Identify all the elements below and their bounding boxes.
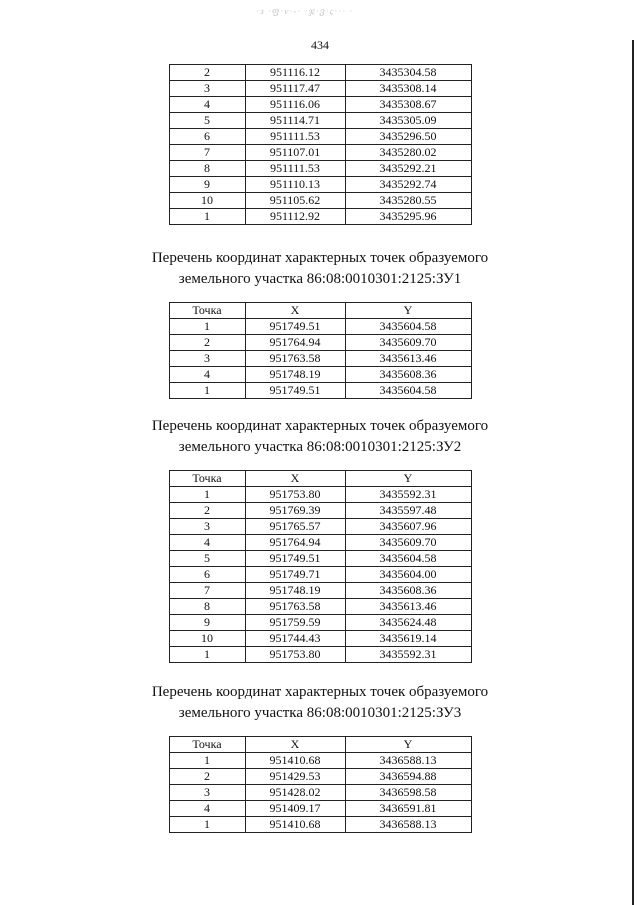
x-cell: 951409.17 <box>245 801 345 817</box>
point-cell: 2 <box>169 503 245 519</box>
x-cell: 951748.19 <box>245 367 345 383</box>
point-cell: 4 <box>169 367 245 383</box>
table-row <box>169 97 471 113</box>
y-cell: 3435597.48 <box>345 503 471 519</box>
point-cell: 1 <box>169 817 245 833</box>
table-row <box>169 503 471 519</box>
table-row <box>169 319 471 335</box>
point-cell: 9 <box>169 615 245 631</box>
table-row <box>169 335 471 351</box>
point-cell: 1 <box>169 487 245 503</box>
table-row <box>169 193 471 209</box>
table-row <box>169 801 471 817</box>
table-row <box>169 567 471 583</box>
y-cell: 3435280.55 <box>345 193 471 209</box>
section-heading-line1: Перечень координат характерных точек образуемого <box>151 418 489 434</box>
y-cell: 3435292.74 <box>345 177 471 193</box>
y-cell: 3435624.48 <box>345 615 471 631</box>
point-cell: 10 <box>169 631 245 647</box>
y-cell: 3435613.46 <box>345 599 471 615</box>
y-cell: 3435304.58 <box>345 65 471 81</box>
column-header-x: X <box>245 303 345 319</box>
point-cell: 1 <box>169 319 245 335</box>
point-cell: 1 <box>169 209 245 225</box>
y-cell: 3435604.58 <box>345 319 471 335</box>
point-cell: 9 <box>169 177 245 193</box>
x-cell: 951764.94 <box>245 535 345 551</box>
x-cell: 951749.51 <box>245 551 345 567</box>
x-cell: 951105.62 <box>245 193 345 209</box>
section-zu3 <box>0 682 640 833</box>
x-cell: 951764.94 <box>245 335 345 351</box>
column-header-point: Точка <box>169 303 245 319</box>
point-cell: 5 <box>169 113 245 129</box>
x-cell: 951744.43 <box>245 631 345 647</box>
point-cell: 3 <box>169 519 245 535</box>
point-cell: 6 <box>169 567 245 583</box>
table-row <box>169 351 471 367</box>
y-cell: 3436594.88 <box>345 769 471 785</box>
y-cell: 3435604.00 <box>345 567 471 583</box>
table-row <box>169 161 471 177</box>
y-cell: 3435305.09 <box>345 113 471 129</box>
point-cell: 7 <box>169 583 245 599</box>
y-cell: 3435607.96 <box>345 519 471 535</box>
x-cell: 951753.80 <box>245 647 345 663</box>
column-header-x: X <box>245 737 345 753</box>
table-row <box>169 599 471 615</box>
page-number: 434 <box>311 38 329 52</box>
column-header-point: Точка <box>169 471 245 487</box>
column-header-y: Y <box>345 471 471 487</box>
table-row <box>169 367 471 383</box>
y-cell: 3435592.31 <box>345 487 471 503</box>
coordinates-table <box>169 64 472 225</box>
y-cell: 3435280.02 <box>345 145 471 161</box>
x-cell: 951749.51 <box>245 383 345 399</box>
point-cell: 10 <box>169 193 245 209</box>
table-row <box>169 753 471 769</box>
x-cell: 951107.01 <box>245 145 345 161</box>
point-cell: 4 <box>169 535 245 551</box>
y-cell: 3435609.70 <box>345 335 471 351</box>
point-cell: 1 <box>169 753 245 769</box>
point-cell: 4 <box>169 97 245 113</box>
x-cell: 951110.13 <box>245 177 345 193</box>
point-cell: 2 <box>169 335 245 351</box>
point-cell: 1 <box>169 647 245 663</box>
x-cell: 951748.19 <box>245 583 345 599</box>
table-row <box>169 177 471 193</box>
table-row <box>169 519 471 535</box>
coordinates-table <box>169 302 472 399</box>
y-cell: 3435609.70 <box>345 535 471 551</box>
section-heading-line2: земельного участка 86:08:0010301:2125:ЗУ1 <box>178 271 462 287</box>
y-cell: 3435295.96 <box>345 209 471 225</box>
point-cell: 3 <box>169 81 245 97</box>
table-row <box>169 113 471 129</box>
x-cell: 951429.53 <box>245 769 345 785</box>
x-cell: 951116.12 <box>245 65 345 81</box>
y-cell: 3435613.46 <box>345 351 471 367</box>
table-row <box>169 785 471 801</box>
y-cell: 3435619.14 <box>345 631 471 647</box>
point-cell: 4 <box>169 801 245 817</box>
table-row <box>169 81 471 97</box>
x-cell: 951759.59 <box>245 615 345 631</box>
x-cell: 951763.58 <box>245 599 345 615</box>
y-cell: 3436598.58 <box>345 785 471 801</box>
point-cell: 6 <box>169 129 245 145</box>
table-row <box>169 769 471 785</box>
y-cell: 3435296.50 <box>345 129 471 145</box>
y-cell: 3435292.21 <box>345 161 471 177</box>
section-zu2 <box>0 416 640 663</box>
table-row <box>169 145 471 161</box>
y-cell: 3435604.58 <box>345 383 471 399</box>
x-cell: 951753.80 <box>245 487 345 503</box>
table-row <box>169 535 471 551</box>
coordinates-table <box>169 470 472 663</box>
point-cell: 3 <box>169 351 245 367</box>
table-row <box>169 817 471 833</box>
x-cell: 951763.58 <box>245 351 345 367</box>
point-cell: 1 <box>169 383 245 399</box>
point-cell: 8 <box>169 599 245 615</box>
table-row <box>169 583 471 599</box>
x-cell: 951111.53 <box>245 129 345 145</box>
point-cell: 2 <box>169 65 245 81</box>
x-cell: 951765.57 <box>245 519 345 535</box>
y-cell: 3436588.13 <box>345 817 471 833</box>
coordinates-table-continuation <box>0 64 640 225</box>
section-heading-line1: Перечень координат характерных точек образуемого <box>151 250 489 266</box>
y-cell: 3435604.58 <box>345 551 471 567</box>
x-cell: 951428.02 <box>245 785 345 801</box>
y-cell: 3435592.31 <box>345 647 471 663</box>
x-cell: 951749.51 <box>245 319 345 335</box>
table-row <box>169 615 471 631</box>
table-row <box>169 383 471 399</box>
column-header-y: Y <box>345 737 471 753</box>
table-row <box>169 551 471 567</box>
point-cell: 3 <box>169 785 245 801</box>
y-cell: 3435308.67 <box>345 97 471 113</box>
point-cell: 8 <box>169 161 245 177</box>
column-header-y: Y <box>345 303 471 319</box>
coordinates-table <box>169 736 472 833</box>
y-cell: 3435608.36 <box>345 583 471 599</box>
table-row <box>169 647 471 663</box>
y-cell: 3436591.81 <box>345 801 471 817</box>
x-cell: 951117.47 <box>245 81 345 97</box>
column-header-point: Точка <box>169 737 245 753</box>
x-cell: 951410.68 <box>245 817 345 833</box>
x-cell: 951116.06 <box>245 97 345 113</box>
x-cell: 951114.71 <box>245 113 345 129</box>
table-row <box>169 631 471 647</box>
section-heading-line2: земельного участка 86:08:0010301:2125:ЗУ2 <box>178 439 462 455</box>
y-cell: 3435308.14 <box>345 81 471 97</box>
x-cell: 951410.68 <box>245 753 345 769</box>
x-cell: 951749.71 <box>245 567 345 583</box>
section-zu1 <box>0 248 640 399</box>
column-header-x: X <box>245 471 345 487</box>
point-cell: 5 <box>169 551 245 567</box>
table-row <box>169 65 471 81</box>
scan-artifact: ·з ·ფ·ν·-· ·ჯ·ვ·ς··· · <box>255 6 355 16</box>
table-row <box>169 129 471 145</box>
point-cell: 2 <box>169 769 245 785</box>
point-cell: 7 <box>169 145 245 161</box>
table-row <box>169 209 471 225</box>
x-cell: 951112.92 <box>245 209 345 225</box>
x-cell: 951111.53 <box>245 161 345 177</box>
table-row <box>169 487 471 503</box>
x-cell: 951769.39 <box>245 503 345 519</box>
y-cell: 3436588.13 <box>345 753 471 769</box>
section-heading-line1: Перечень координат характерных точек образуемого <box>151 684 489 700</box>
y-cell: 3435608.36 <box>345 367 471 383</box>
section-heading-line2: земельного участка 86:08:0010301:2125:ЗУ3 <box>178 705 462 721</box>
